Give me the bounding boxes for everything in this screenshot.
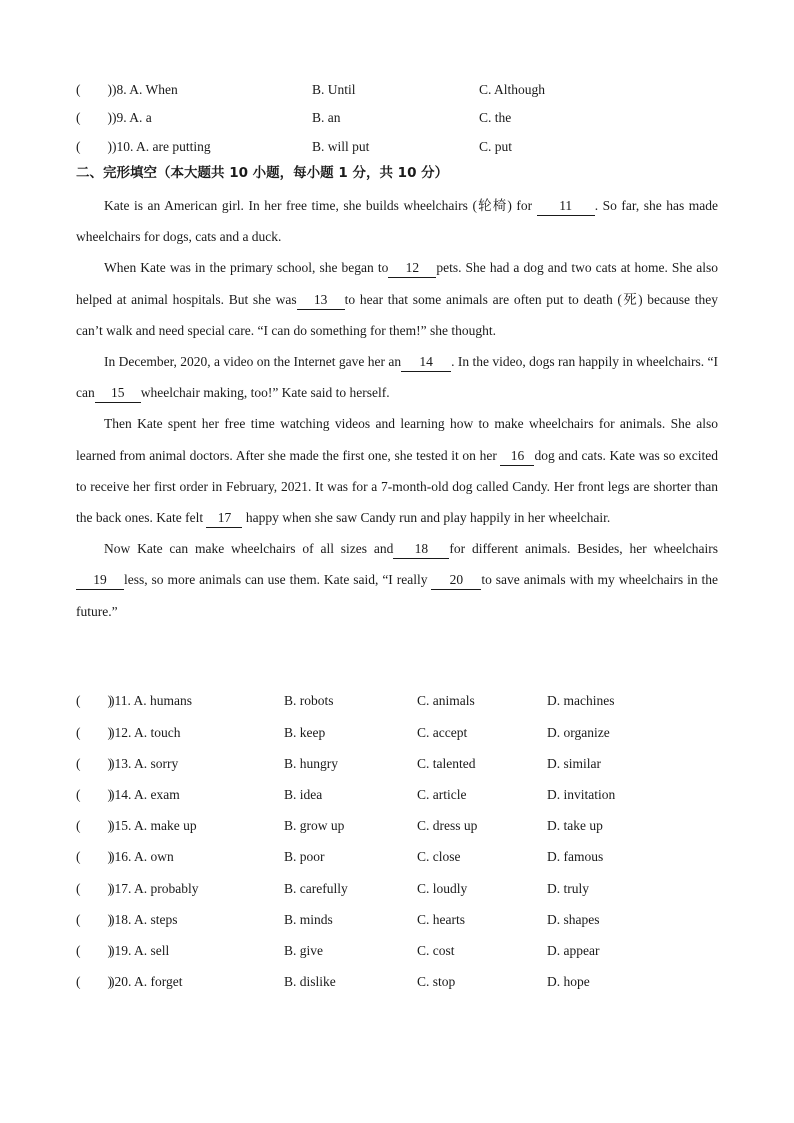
option-b: B. poor xyxy=(284,849,325,864)
option-c: C. dress up xyxy=(417,818,478,833)
answer-paren: ( ) xyxy=(76,787,112,802)
blank-16: 16 xyxy=(500,447,534,466)
option-b: B. dislike xyxy=(284,974,336,989)
option-c: C. put xyxy=(479,139,513,154)
section-title: 二、完形填空（本大题共 10 小题，每小题 1 分，共 10 分） xyxy=(76,165,449,181)
option-a: )9. A. a xyxy=(112,110,152,125)
option-a: )11. A. humans xyxy=(110,693,192,708)
option-b: B. will put xyxy=(312,139,370,154)
option-c: C. stop xyxy=(417,974,456,989)
blank-12: 12 xyxy=(388,259,436,278)
option-d: D. shapes xyxy=(547,912,600,927)
passage-text: Kate is an American girl. In her free time, she builds wheelchairs (轮椅) for xyxy=(104,198,537,213)
option-b: B. hungry xyxy=(284,756,338,771)
option-b: B. grow up xyxy=(284,818,345,833)
passage-text: . In the video, dogs ran happily in wheelchairs. “I can xyxy=(76,354,719,401)
answer-paren: ( ) xyxy=(76,912,112,927)
option-c: C. talented xyxy=(417,756,476,771)
passage-text: pets. She had a dog and two cats at home. She also helped at animal hospitals. But she was xyxy=(76,260,718,307)
paragraph-4 xyxy=(76,408,718,533)
option-a: )13. A. sorry xyxy=(110,756,179,771)
paragraph-2 xyxy=(76,252,718,346)
passage-text: . So far, she has made wheelchairs for dogs, cats and a duck. xyxy=(76,198,718,245)
option-c: C. loudly xyxy=(417,881,468,896)
option-c: C. Although xyxy=(479,82,546,97)
option-d: D. machines xyxy=(547,693,615,708)
option-b: B. carefully xyxy=(284,881,348,896)
answer-paren: ( ) xyxy=(76,756,112,771)
passage-text: Then Kate spent her free time watching videos and learning how to make wheelchairs for animals. She also learned from animal doctors. After she made the first one, she tested it on her xyxy=(76,416,718,463)
option-b: B. give xyxy=(284,943,323,958)
blank-20: 20 xyxy=(431,571,481,590)
passage-text: to hear that some animals are often put to death (死) because they can’t walk and need special care. “I can do something for them!” she thought. xyxy=(76,291,718,338)
passage-text: Now Kate can make wheelchairs of all sizes and xyxy=(104,541,394,557)
option-a: )16. A. own xyxy=(110,849,174,864)
option-b: B. Until xyxy=(312,82,356,97)
option-c: C. hearts xyxy=(417,912,465,927)
option-c: C. close xyxy=(417,849,461,864)
option-c: C. article xyxy=(417,787,467,802)
blank-15: 15 xyxy=(95,384,141,403)
passage-text: When Kate was in the primary school, she began to xyxy=(104,260,389,276)
option-b: B. minds xyxy=(284,912,333,927)
paragraph-1 xyxy=(76,190,718,252)
option-d: D. invitation xyxy=(547,787,616,802)
answer-paren: ( ) xyxy=(76,82,112,97)
answer-paren: ( ) xyxy=(76,110,112,125)
option-c: C. the xyxy=(479,110,512,125)
option-c: C. accept xyxy=(417,725,468,740)
option-d: D. famous xyxy=(547,849,604,864)
option-b: B. robots xyxy=(284,693,334,708)
option-d: D. take up xyxy=(547,818,603,833)
option-a: )10. A. are putting xyxy=(112,139,211,154)
blank-19: 19 xyxy=(76,571,124,590)
passage-text: to save animals with my wheelchairs in the future.” xyxy=(76,572,718,619)
option-a: )20. A. forget xyxy=(110,974,183,989)
option-d: D. appear xyxy=(547,943,600,958)
option-d: D. organize xyxy=(547,725,610,740)
blank-17: 17 xyxy=(206,509,242,528)
option-c: C. cost xyxy=(417,943,455,958)
paragraph-3 xyxy=(76,346,718,408)
answer-paren: ( ) xyxy=(76,693,112,708)
passage-text: wheelchair making, too!” Kate said to herself. xyxy=(140,385,390,401)
option-a: )14. A. exam xyxy=(110,787,180,802)
option-d: D. truly xyxy=(547,881,589,896)
option-a: )12. A. touch xyxy=(110,725,181,740)
blank-11: 11 xyxy=(537,197,595,216)
passage-text: less, so more animals can use them. Kate said, “I really xyxy=(124,572,432,588)
blank-13: 13 xyxy=(297,291,345,310)
option-a: )8. A. When xyxy=(112,82,178,97)
option-b: B. an xyxy=(312,110,341,125)
blank-18: 18 xyxy=(393,540,449,559)
option-a: )18. A. steps xyxy=(110,912,178,927)
answer-paren: ( ) xyxy=(76,974,112,989)
option-b: B. idea xyxy=(284,787,323,802)
option-d: D. similar xyxy=(547,756,601,771)
option-c: C. animals xyxy=(417,693,475,708)
passage-text: for different animals. Besides, her wheelchairs xyxy=(449,541,718,557)
answer-paren: ( ) xyxy=(76,139,112,154)
answer-paren: ( ) xyxy=(76,943,112,958)
passage-text: happy when she saw Candy run and play happily in her wheelchair. xyxy=(242,510,611,526)
option-a: )19. A. sell xyxy=(110,943,170,958)
answer-paren: ( ) xyxy=(76,725,112,740)
cloze-passage xyxy=(76,190,718,627)
blank-14: 14 xyxy=(401,353,451,372)
option-a: )17. A. probably xyxy=(110,881,199,896)
passage-text: dog and cats. Kate was so excited to receive her first order in February, 2021. It was for a 7-month-old dog called Candy. Her front legs are shorter than the back ones. Kate felt xyxy=(76,447,718,526)
answer-paren: ( ) xyxy=(76,849,112,864)
option-d: D. hope xyxy=(547,974,590,989)
option-a: )15. A. make up xyxy=(110,818,197,833)
answer-paren: ( ) xyxy=(76,881,112,896)
answer-paren: ( ) xyxy=(76,818,112,833)
option-b: B. keep xyxy=(284,725,326,740)
passage-text: In December, 2020, a video on the Internet gave her an xyxy=(104,354,402,370)
paragraph-5 xyxy=(76,533,718,627)
